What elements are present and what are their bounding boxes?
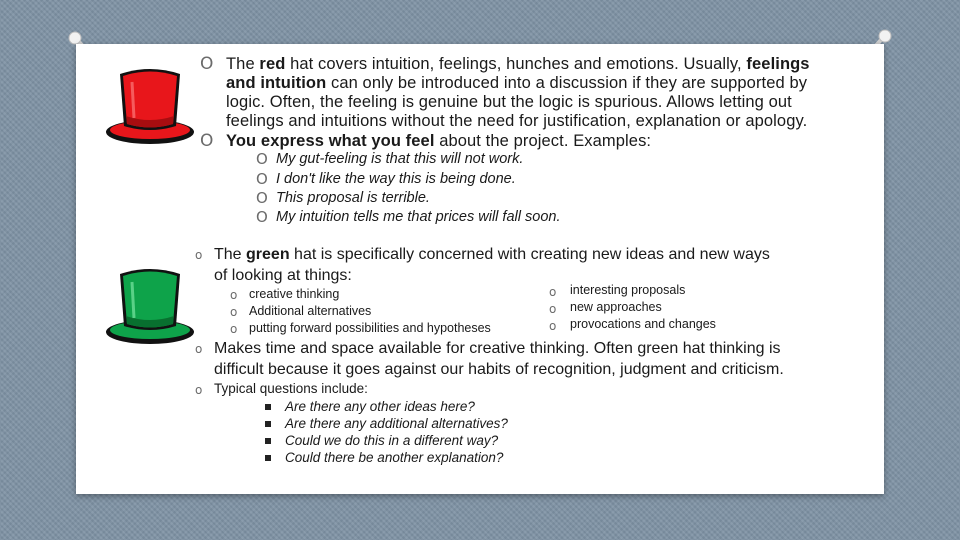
bullet-icon: O: [256, 150, 268, 168]
bullet-icon: o: [195, 248, 203, 262]
list-item: Additional alternatives: [249, 304, 372, 318]
square-bullet-icon: [265, 404, 271, 410]
bullet-icon: O: [200, 54, 214, 74]
bullet-icon: O: [256, 189, 268, 207]
list-item: putting forward possibilities and hypotheses: [249, 321, 491, 335]
list-item: This proposal is terrible.: [276, 190, 430, 206]
bullet-icon: o: [230, 305, 238, 319]
square-bullet-icon: [265, 438, 271, 444]
bullet-icon: o: [195, 342, 203, 356]
bullet-icon: O: [256, 208, 268, 226]
list-item: Could there be another explanation?: [285, 450, 504, 465]
square-bullet-icon: [265, 421, 271, 427]
green-hat-description: The green hat is specifically concerned with creating new ideas and new ways of looking at things:: [214, 246, 770, 284]
green-hat-icon: [104, 262, 196, 348]
green-hat-makes-time: Makes time and space available for creative thinking. Often green hat thinking is difficult because it goes against our habits of recognition, judgment and criticism.: [214, 340, 784, 378]
bullet-icon: o: [549, 302, 557, 316]
list-item: Are there any additional alternatives?: [285, 416, 508, 431]
typical-questions-heading: Typical questions include:: [214, 381, 368, 396]
list-item: Are there any other ideas here?: [285, 399, 475, 414]
list-item: My gut-feeling is that this will not work.: [276, 151, 524, 167]
list-item: Could we do this in a different way?: [285, 433, 499, 448]
red-hat-express: You express what you feel about the project. Examples:: [226, 132, 652, 150]
bullet-icon: o: [549, 319, 557, 333]
list-item: creative thinking: [249, 287, 340, 301]
list-item: interesting proposals: [570, 283, 686, 297]
bullet-icon: o: [549, 285, 557, 299]
red-hat-icon: [104, 62, 196, 148]
bullet-icon: O: [200, 131, 214, 151]
list-item: My intuition tells me that prices will fall soon.: [276, 209, 561, 225]
bullet-icon: O: [256, 170, 268, 188]
list-item: I don't like the way this is being done.: [276, 171, 516, 187]
list-item: provocations and changes: [570, 317, 716, 331]
red-hat-description: The red hat covers intuition, feelings, hunches and emotions. Usually, feelings and intuition can only be introduced into a discussion if they are supported by logic. Often, the feeling is genuine but the logic is spurious. Allows letting out feelings and intuitions without the need for justification, explanation or apology.: [226, 55, 810, 130]
square-bullet-icon: [265, 455, 271, 461]
bullet-icon: o: [230, 322, 238, 336]
bullet-icon: o: [195, 383, 203, 397]
list-item: new approaches: [570, 300, 662, 314]
bullet-icon: o: [230, 288, 238, 302]
